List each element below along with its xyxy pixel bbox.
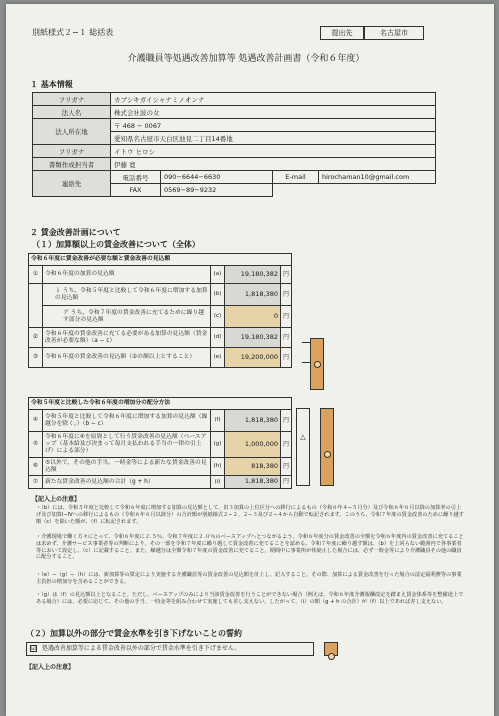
section2-heading: ２ 賃金改善計画について	[30, 228, 121, 237]
table-row	[33, 93, 436, 106]
table-row	[33, 171, 436, 184]
row-label: 令和６年度の加算の見込額	[43, 266, 211, 284]
phone-field[interactable]: 090−6644−6630	[161, 171, 273, 184]
baseup-check-bar	[296, 408, 310, 486]
email-label: E-mail	[273, 171, 319, 184]
addition-estimate-value: 19,180,382	[224, 266, 280, 284]
table-row	[29, 476, 292, 489]
row-unit: 円	[280, 284, 291, 306]
row-label: ア うち、令和７年度の賃金改善に充てるために繰り越す部分の見込額	[43, 306, 211, 328]
table-row	[33, 158, 436, 171]
increase-net-value: 1,818,380	[224, 410, 280, 432]
section1-heading: １ 基本情報	[30, 80, 73, 89]
note-3: ・（e）−（g）−（h）には、新加算等の算定により実施する介護職員等の賃金改善の見込額を計上し、記入すること。その際、加算による賃金改善を行った場合の法定福利費等の事業主負担の増加分を含めることができる。	[36, 572, 462, 585]
row-unit: 円	[280, 306, 291, 328]
note-2: ・介護現場で働く方々にとって、令和６年度に２.５％、令和７年度に２.０％のベースアップへとつながるよう、令和６年度分の賃金改善の全額を令和６年度内の賃金改善に充てることは求めず、介護サービス事業者等の判断により、その一部を令和７年度に繰り越して賃金改善に充てることを認める。令和７年度に繰り越す額は、（b）を上回らない範囲内で各事業者等において設定し、（c）に記載すること。また、繰越分は全額令和７年度の賃金改善に充てること。期間中に事業所が休廃止した場合には、必ず一時金等により介護職員その他の職員に配分すること。	[36, 534, 464, 561]
furigana-label: フリガナ	[33, 145, 111, 158]
pledge-text: 処遇改善加算等による賃金改善以外の部分で賃金水準を引き下げません。	[41, 645, 241, 652]
corp-furigana-field[interactable]: カブシキガイシャナミノオンナ	[111, 93, 436, 106]
table-row	[29, 328, 292, 348]
baseup-value[interactable]: 1,000,000	[224, 432, 280, 458]
other-allowance-value[interactable]: 818,380	[224, 458, 280, 476]
row-label: 令和６年度の賃金改善に充てる必要がある加算の見込額（賃金改善が必要な額）（a − c）	[43, 328, 211, 348]
row-code: (e)	[210, 348, 224, 368]
contact-person-label: 書類作成担当者	[33, 158, 111, 171]
table-row	[33, 145, 436, 158]
table-row	[29, 398, 292, 410]
subsection2-heading: （２）加算以外の部分で賃金水準を引き下げないことの誓約	[26, 629, 242, 638]
required-vs-estimate-bar	[310, 338, 324, 390]
note-1: ・（b）には、令和５年度と比較して令和６年度に増加する加算の見込額として、旧３加算の上位区分への移行によるもの（令和６年４−５月分）及び令和６年６月以降の加算率の引上げ及び加算Ⅰ−Ⅳへの移行によるもの（令和６年６月以降分）の合計額が別紙様式２−２、２−３及び２−４から自動で転記されます。このうち、令和７年度の賃金改善のために繰り越す額（c）を除いた額が、（f）に転記されます。	[36, 505, 464, 525]
row-label: ⑤以外で、その他の手当、一時金等による新たな賃金改善の見込額	[43, 458, 211, 476]
row-code: (f)	[210, 410, 224, 432]
row-label: 令和６年度に④を原資として行う賃金改善の見込額（ベースアップ（基本給及び決まって毎月支払われる手当の一律の引上げ）による部分）	[43, 432, 211, 458]
row-unit: 円	[280, 266, 291, 284]
row-index: ⑤	[29, 432, 43, 458]
table-row	[29, 458, 292, 476]
contact-person-field[interactable]: 伊藤 寛	[111, 158, 436, 171]
contact-furigana-field[interactable]: イトウ ヒロシ	[111, 145, 436, 158]
row-code: (b)	[210, 284, 224, 306]
row-label: 令和６年度の賃金改善の見込額（②の額以上とすること）	[43, 348, 211, 368]
fax-field[interactable]: 0569−89−9232	[161, 184, 273, 197]
row-code: (c)	[210, 306, 224, 328]
table-row	[29, 254, 292, 266]
table-row	[33, 119, 436, 132]
table-row	[29, 284, 292, 306]
table-row	[29, 410, 292, 432]
row-index: ⑥	[29, 458, 43, 476]
row-unit: 円	[280, 432, 291, 458]
corp-name-field[interactable]: 株式会社波の女	[111, 106, 436, 119]
total-check-bar	[320, 408, 334, 486]
increase-estimate-value: 1,818,380	[224, 284, 280, 306]
row-code: (i)	[210, 476, 224, 489]
pledge-status-box	[324, 642, 338, 656]
ok-circle-icon	[328, 653, 335, 660]
furigana-label: フリガナ	[33, 93, 111, 106]
table-row	[29, 266, 292, 284]
row-unit: 円	[280, 328, 291, 348]
notes-title: 【記入上の注意】	[32, 496, 81, 503]
row-label: 令和５年度と比較して令和６年度に増加する加算の見込額（繰越分を除く。）（b − c）	[43, 410, 211, 432]
submit-to-label: 提出先	[320, 26, 364, 40]
table-row	[29, 432, 292, 458]
carryover-value[interactable]: 0	[224, 306, 280, 328]
row-unit: 円	[280, 458, 291, 476]
corp-name-label: 法人名	[33, 106, 111, 119]
row-code: (d)	[210, 328, 224, 348]
row-unit: 円	[280, 348, 291, 368]
postal-code-field[interactable]: 〒 468 − 0067	[111, 119, 436, 132]
form-sheet	[6, 4, 494, 716]
row-unit: 円	[280, 410, 291, 432]
row-index: ⑦	[29, 476, 43, 489]
wage-improvement-value[interactable]: 19,200,000	[224, 348, 280, 368]
table-row	[33, 106, 436, 119]
subsection1-heading: （１）加算額以上の賃金改善について（全体）	[32, 240, 200, 249]
row-code: (h)	[210, 458, 224, 476]
ok-circle-icon	[314, 361, 321, 368]
row-unit: 円	[280, 476, 291, 489]
ok-circle-icon	[324, 451, 331, 458]
pledge-row	[26, 642, 314, 656]
row-index: ②	[29, 328, 43, 348]
row-index: ③	[29, 348, 43, 368]
form-number: 別紙様式２−１ 総括表	[32, 28, 114, 37]
required-amount-value: 19,180,382	[224, 328, 280, 348]
total-new-value: 1,818,380	[224, 476, 280, 489]
address-field[interactable]: 愛知県名古屋市天白区池見二丁目14番地	[111, 132, 436, 145]
table-row	[29, 306, 292, 328]
note-4: ・（g）は（f）の見込額以上となること。ただし、ベースアップのみにより当該賃金改善を行うことができない場合（例えば、令和６年度介護報酬改定を踏まえ賃金体系等を整備途上である場合）には、必要に応じて、その他の手当、一時金等を組み合わせて実施しても差し支えない。したがって、（i）の額（g + h の合計）が（f）以上であれば差し支えない。	[36, 592, 464, 605]
email-field[interactable]: hirochaman10@gmail.com	[319, 171, 436, 184]
address-label: 法人所在地	[33, 119, 111, 145]
fax-label: FAX	[111, 184, 161, 197]
submit-to-value[interactable]: 名古屋市	[364, 26, 424, 40]
phone-label: 電話番号	[111, 171, 161, 184]
table2-title: 令和５年度と比較した令和６年度の増加分の配分方法	[29, 398, 292, 410]
row-label: ｉ うち、令和５年度と比較して令和６年度に増加する加算の見込額	[43, 284, 211, 306]
row-label: 新たな賃金改善の見込額の合計（g + h）	[43, 476, 211, 489]
row-index: ④	[29, 410, 43, 432]
page-title: 介護職員等処遇改善加算等 処遇改善計画書（令和６年度）	[127, 54, 365, 64]
table-row	[29, 348, 292, 368]
row-code: (g)	[210, 432, 224, 458]
pledge-checkbox[interactable]: ☑	[31, 645, 37, 652]
table1-title: 令和６年度に賃金改善が必要な額と賃金改善の見込額	[29, 254, 292, 266]
row-code: (a)	[210, 266, 224, 284]
warning-triangle-icon: △	[300, 433, 306, 441]
basic-info-table	[32, 92, 436, 197]
improvement-need-table	[28, 253, 292, 368]
contact-label: 連絡先	[33, 171, 111, 197]
notes2-title: 【記入上の注意】	[26, 664, 75, 671]
row-index: ①	[29, 266, 43, 284]
allocation-table	[28, 397, 292, 489]
